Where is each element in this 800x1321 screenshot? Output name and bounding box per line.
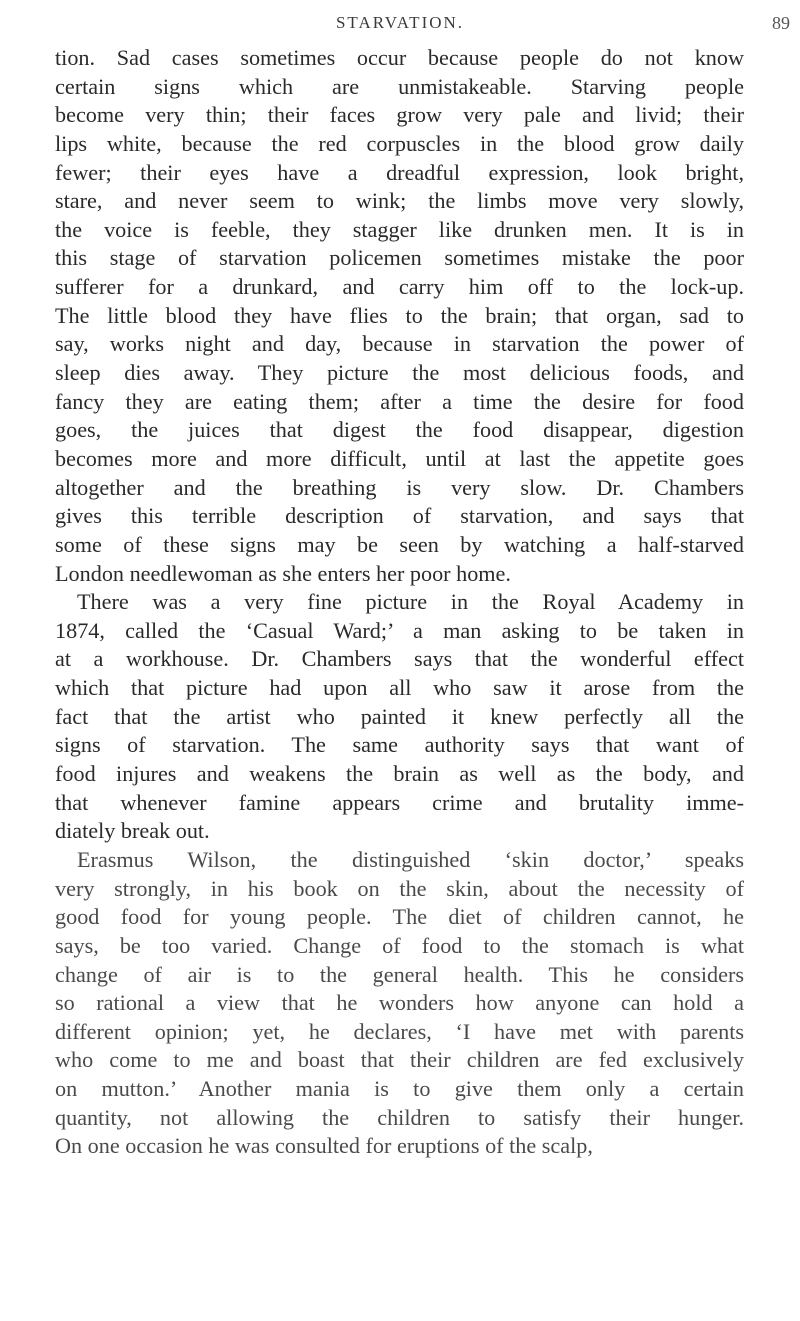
text-line: that whenever famine appears crime and brutality imme- xyxy=(55,789,744,815)
text-line: this stage of starvation policemen sometimes mistake the poor xyxy=(55,245,744,271)
text-line: lips white, because the red corpuscles in the blood grow daily xyxy=(55,130,744,156)
paragraph xyxy=(55,588,744,846)
text-line: the voice is feeble, they stagger like drunken men. It is in xyxy=(55,216,744,242)
text-line: very strongly, in his book on the skin, about the necessity of xyxy=(55,875,744,901)
text-line: London needlewoman as she enters her poor home. xyxy=(55,560,511,586)
text-line: which that picture had upon all who saw it arose from the xyxy=(55,675,744,701)
text-line: goes, the juices that digest the food disappear, digestion xyxy=(55,417,744,443)
text-line: different opinion; yet, he declares, ‘I have met with parents xyxy=(55,1018,744,1044)
text-line: Erasmus Wilson, the distinguished ‘skin doctor,’ speaks xyxy=(77,846,744,872)
text-line: There was a very fine picture in the Royal Academy in xyxy=(77,589,744,615)
text-line: quantity, not allowing the children to satisfy their hunger. xyxy=(55,1104,744,1130)
page-number: 89 xyxy=(772,13,790,33)
text-line: food injures and weakens the brain as well as the body, and xyxy=(55,761,744,787)
text-line: good food for young people. The diet of children cannot, he xyxy=(55,904,744,930)
text-line: who come to me and boast that their children are fed exclusively xyxy=(55,1047,744,1073)
text-line: fact that the artist who painted it knew perfectly all the xyxy=(55,703,744,729)
paragraph xyxy=(55,44,744,588)
text-line: change of air is to the general health. This he considers xyxy=(55,961,744,987)
text-line: becomes more and more difficult, until at last the appetite goes xyxy=(55,445,744,471)
body-text xyxy=(55,44,744,1161)
paragraph xyxy=(55,846,744,1161)
text-line: on mutton.’ Another mania is to give them only a certain xyxy=(55,1076,744,1102)
text-line: diately break out. xyxy=(55,818,210,844)
text-line: fewer; their eyes have a dreadful expression, look bright, xyxy=(55,159,744,185)
text-line: fancy they are eating them; after a time the desire for food xyxy=(55,388,744,414)
text-line: sufferer for a drunkard, and carry him off to the lock-up. xyxy=(55,274,744,300)
text-line: On one occasion he was consulted for eruptions of the scalp, xyxy=(55,1133,593,1159)
text-line: tion. Sad cases sometimes occur because people do not know xyxy=(55,45,744,70)
running-title: STARVATION. xyxy=(335,13,465,32)
text-line: certain signs which are unmistakeable. Starving people xyxy=(55,73,744,99)
text-line: gives this terrible description of starvation, and says that xyxy=(55,503,744,529)
text-line: become very thin; their faces grow very pale and livid; their xyxy=(55,102,744,128)
text-line: some of these signs may be seen by watching a half-starved xyxy=(55,531,744,557)
text-line: say, works night and day, because in starvation the power of xyxy=(55,331,744,357)
text-line: stare, and never seem to wink; the limbs move very slowly, xyxy=(55,188,744,214)
text-line: 1874, called the ‘Casual Ward;’ a man asking to be taken in xyxy=(55,617,744,643)
text-line: sleep dies away. They picture the most delicious foods, and xyxy=(55,360,744,386)
text-line: The little blood they have flies to the brain; that organ, sad to xyxy=(55,302,744,328)
text-line: altogether and the breathing is very slow. Dr. Chambers xyxy=(55,474,744,500)
running-head xyxy=(70,6,790,46)
text-line: signs of starvation. The same authority says that want of xyxy=(55,732,744,758)
text-line: says, be too varied. Change of food to the stomach is what xyxy=(55,932,744,958)
text-line: at a workhouse. Dr. Chambers says that the wonderful effect xyxy=(55,646,744,672)
text-line: so rational a view that he wonders how anyone can hold a xyxy=(55,990,744,1016)
